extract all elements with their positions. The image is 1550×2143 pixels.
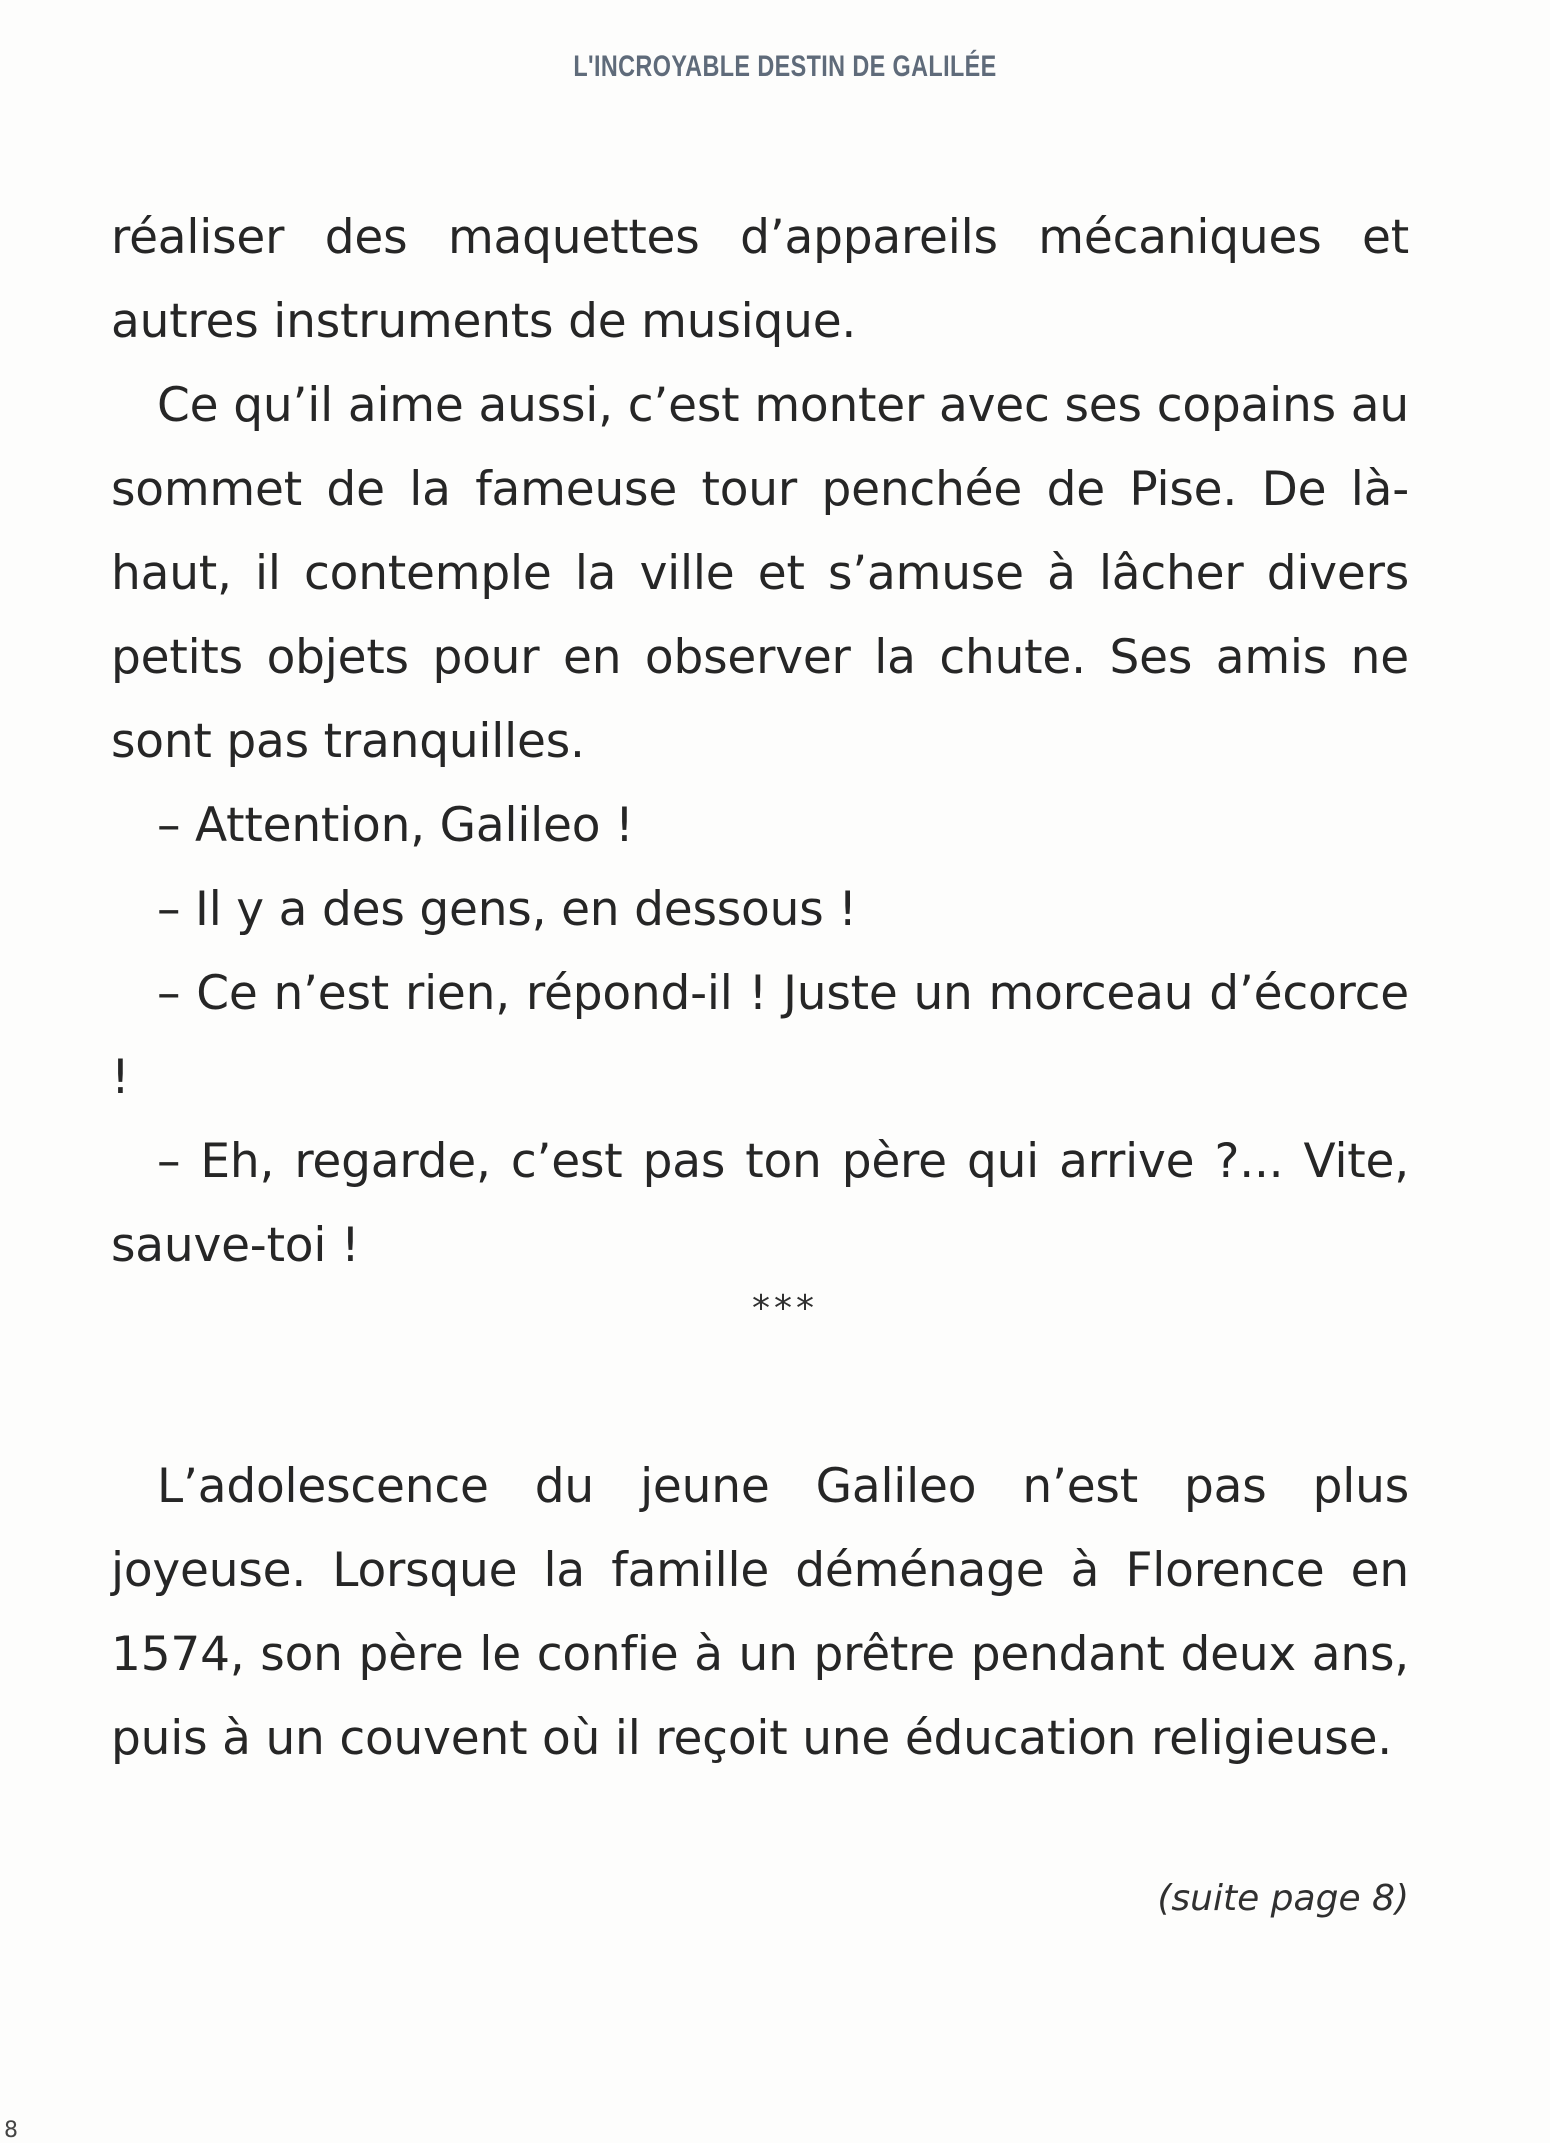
paragraph-continuation: réaliser des maquettes d’appareils mécaniques et autres instruments de musique. — [111, 210, 1409, 349]
scene-break: *** — [752, 1288, 818, 1329]
dialogue-line-4: – Eh, regarde, c’est pas ton père qui arrive ?... Vite, sauve-toi ! — [111, 1134, 1409, 1273]
running-header: L'INCROYABLE DESTIN DE GALILÉE — [573, 50, 997, 83]
text-block-top — [111, 196, 1409, 1288]
paragraph-adolescence: L’adolescence du jeune Galileo n’est pas plus joyeuse. Lorsque la famille déménage à Florence en 1574, son père le confie à un prêtre pendant deux ans, puis à un couvent où il reçoit une éducation religieuse. — [111, 1459, 1409, 1766]
dialogue-line-3: – Ce n’est rien, répond-il ! Juste un morceau d’écorce ! — [111, 966, 1409, 1105]
dialogue-line-1: – Attention, Galileo ! — [157, 798, 634, 853]
paragraph-tower-of-pisa: Ce qu’il aime aussi, c’est monter avec ses copains au sommet de la fameuse tour penchée de Pise. De là-haut, il contemple la ville et s’amuse à lâcher divers petits objets pour en observer la chute. Ses amis ne sont pas tranquilles. — [111, 378, 1409, 769]
continuation-note: (suite page 8) — [1157, 1878, 1409, 1919]
page-number-fragment: 8 — [4, 2118, 18, 2143]
text-block-bottom — [111, 1445, 1409, 1781]
dialogue-line-2: – Il y a des gens, en dessous ! — [157, 882, 857, 937]
